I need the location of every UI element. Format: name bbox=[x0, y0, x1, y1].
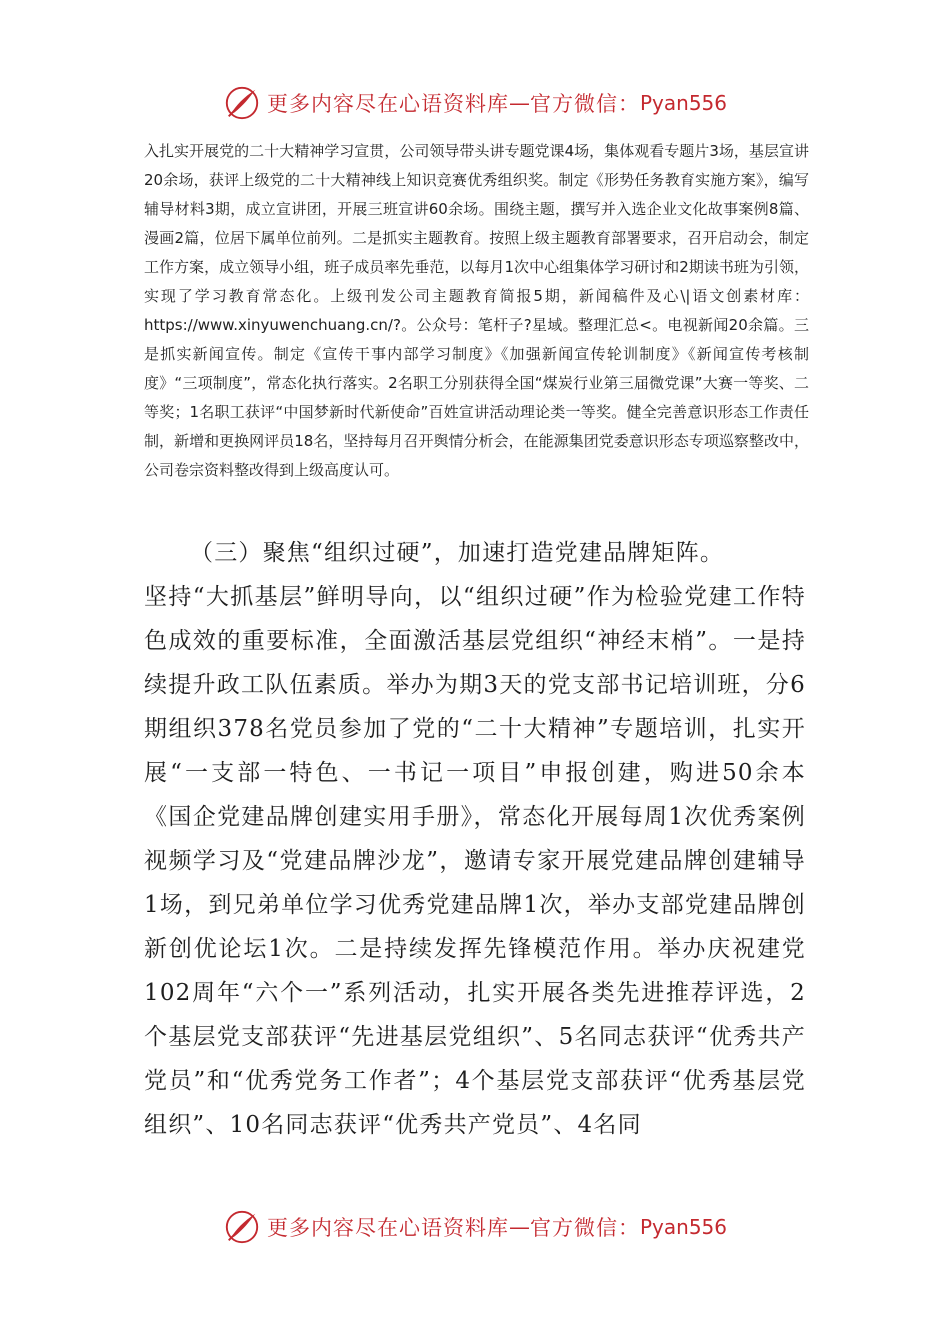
banner-separator: — bbox=[508, 91, 530, 115]
banner-text: 更多内容尽在心语资料库 bbox=[266, 92, 509, 116]
banner-label: 官方微信： bbox=[529, 1216, 640, 1240]
footer-banner bbox=[0, 1207, 950, 1247]
paragraph-text: 入扎实开展党的二十大精神学习宣贯，公司领导带头讲专题党课4场，集体观看专题片3场，基层宣讲20余场，获评上级党的二十大精神线上知识竞赛优秀组织奖。制定《形势任务教育实施方案》，编写辅导材料3期，成立宣讲团，开展三班宣讲60余场。围绕主题，撰写并入选企业文化故事案例8篇、漫画2篇，位居下属单位前列。二是抓实主题教育。按照上级主题教育部署要求，召开启动会，制定工作方案，成立领导小组，班子成员率先垂范，以每月1次中心组集体学习研讨和2期读书班为引领，实现了学习教育常态化。上级刊发公司主题教育简报5期，新闻稿件及心\|语文创素材库：https://www.xinyuwenchuang.cn/?。公众号：笔杆子?星域。整理汇总<。电视新闻20余篇。三是抓实新闻宣传。制定《宣传干事内部学习制度》《加强新闻宣传轮训制度》《新闻宣传考核制度》“三项制度”，常态化执行落实。2名职工分别获得全国“煤炭行业第三届微党课”大赛一等奖、二等奖；1名职工获评“中国梦新时代新使命”百姓宣讲活动理论类一等奖。健全完善意识形态工作责任制，新增和更换网评员18名，坚持每月召开舆情分析会，在能源集团党委意识形态专项巡察整改中，公司卷宗资料整改得到上级高度认可。 bbox=[144, 142, 809, 479]
banner-separator: — bbox=[508, 1215, 530, 1239]
header-banner bbox=[0, 83, 950, 123]
banner-text: 更多内容尽在心语资料库 bbox=[266, 1216, 509, 1240]
banner-account: Pyan556 bbox=[639, 1215, 727, 1239]
quill-pen-icon bbox=[223, 1208, 261, 1246]
body-paragraph-large bbox=[144, 531, 806, 1147]
quill-pen-icon bbox=[223, 84, 261, 122]
banner-account: Pyan556 bbox=[639, 91, 727, 115]
paragraph-text: 坚持“大抓基层”鲜明导向，以“组织过硬”作为检验党建工作特色成效的重要标准，全面激活基层党组织“神经末梢”。一是持续提升政工队伍素质。举办为期3天的党支部书记培训班，分6期组织378名党员参加了党的“二十大精神”专题培训，扎实开展“一支部一特色、一书记一项目”申报创建，购进50余本《国企党建品牌创建实用手册》，常态化开展每周1次优秀案例视频学习及“党建品牌沙龙”，邀请专家开展党建品牌创建辅导1场，到兄弟单位学习优秀党建品牌1次，举办支部党建品牌创新创优论坛1次。二是持续发挥先锋模范作用。举办庆祝建党102周年“六个一”系列活动，扎实开展各类先进推荐评选，2个基层党支部获评“先进基层党组织”、5名同志获评“优秀共产党员”和“优秀党务工作者”；4个基层党支部获评“优秀基层党组织”、10名同志获评“优秀共产党员”、4名同 bbox=[144, 584, 806, 1138]
section-heading: （三）聚焦“组织过硬”，加速打造党建品牌矩阵。 bbox=[190, 540, 725, 566]
body-paragraph-small bbox=[144, 137, 809, 485]
banner-label: 官方微信： bbox=[529, 92, 640, 116]
